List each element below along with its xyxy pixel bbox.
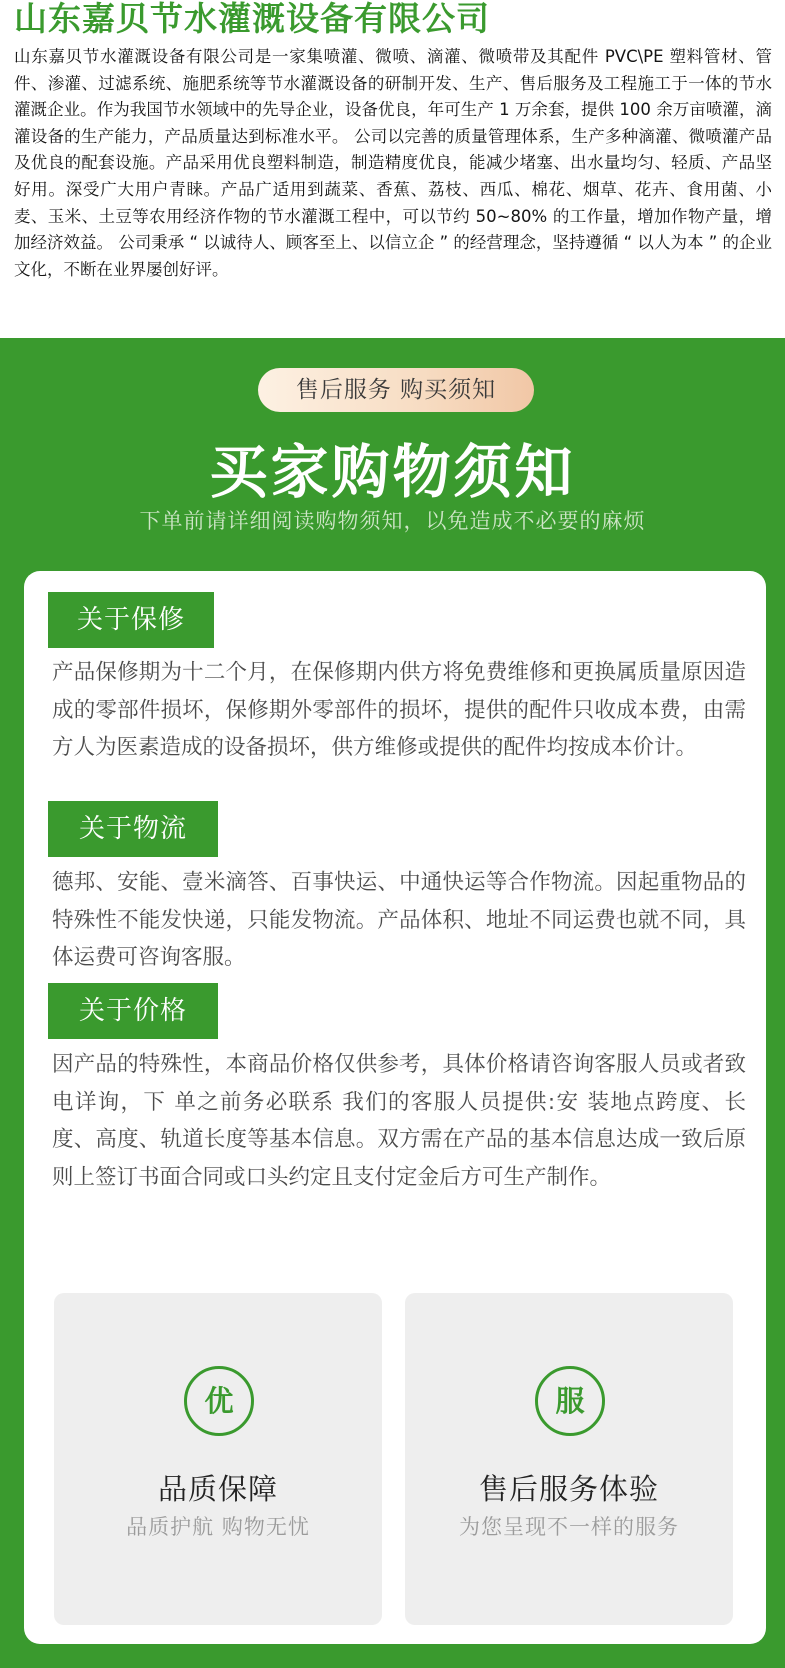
quality-badge-icon: 优 [184,1366,254,1436]
notice-title: 买家购物须知 [209,438,576,506]
service-subtitle: 为您呈现不一样的服务 [459,1515,679,1539]
warranty-heading: 关于保修 [48,592,214,648]
logistics-heading: 关于物流 [48,801,218,857]
company-intro [0,0,785,338]
after-sales-card [405,1293,733,1625]
notice-card [24,571,766,1644]
company-name: 山东嘉贝节水灌溉设备有限公司 [14,0,490,38]
service-badge-icon: 服 [535,1366,605,1436]
section-pill-label: 售后服务 购买须知 [258,368,534,412]
price-text: 因产品的特殊性，本商品价格仅供参考，具体价格请咨询客服人员或者致电详询，下 单之前务必联系 我们的客服人员提供:安 装地点跨度、长度、高度、轨道长度等基本信息。双方需在产品的基本信息达成一致后原则上签订书面合同或口头约定且支付定金后方可生产制作。 [52,1052,746,1190]
quality-title: 品质保障 [157,1472,278,1506]
service-title: 售后服务体验 [478,1472,659,1506]
quality-guarantee-card [54,1293,382,1625]
notice-subtitle: 下单前请详细阅读购物须知，以免造成不必要的麻烦 [139,509,646,533]
warranty-text: 产品保修期为十二个月，在保修期内供方将免费维修和更换属质量原因造成的零部件损坏，保修期外零部件的损坏，提供的配件只收成本费，由需方人为医素造成的设备损坏，供方维修或提供的配件均按成本价计。 [52,660,746,760]
purchase-notice-section [0,338,785,1668]
price-heading: 关于价格 [48,983,218,1039]
company-description: 山东嘉贝节水灌溉设备有限公司是一家集喷灌、微喷、滴灌、微喷带及其配件 PVC\PE 塑料管材、管件、渗灌、过滤系统、施肥系统等节水灌溉设备的研制开发、生产、售后服务及工程施工于一体的节水灌溉企业。作为我国节水领域中的先导企业，设备优良，年可生产 1 万余套，提供 100 余万亩喷灌，滴灌设备的生产能力，产品质量达到标准水平。 公司以完善的质量管理体系，生产多种滴灌、微喷灌产品及优良的配套设施。产品采用优良塑料制造，制造精度优良，能减少堵塞、出水量均匀、轻质、产品坚好用。深受广大用户青睐。产品广适用到蔬菜、香蕉、荔枝、西瓜、棉花、烟草、花卉、食用菌、小麦、玉米、土豆等农用经济作物的节水灌溉工程中，可以节约 50~80% 的工作量，增加作物产量，增加经济效益。 公司秉承 “ 以诚待人、顾客至上、以信立企 ” 的经营理念，坚持遵循 “ 以人为本 ” 的企业文化，不断在业界屡创好评。 [14,47,772,279]
logistics-text: 德邦、安能、壹米滴答、百事快运、中通快运等合作物流。因起重物品的特殊性不能发快递，只能发物流。产品体积、地址不同运费也就不同，具体运费可咨询客服。 [52,870,746,970]
quality-subtitle: 品质护航 购物无忧 [126,1515,310,1539]
